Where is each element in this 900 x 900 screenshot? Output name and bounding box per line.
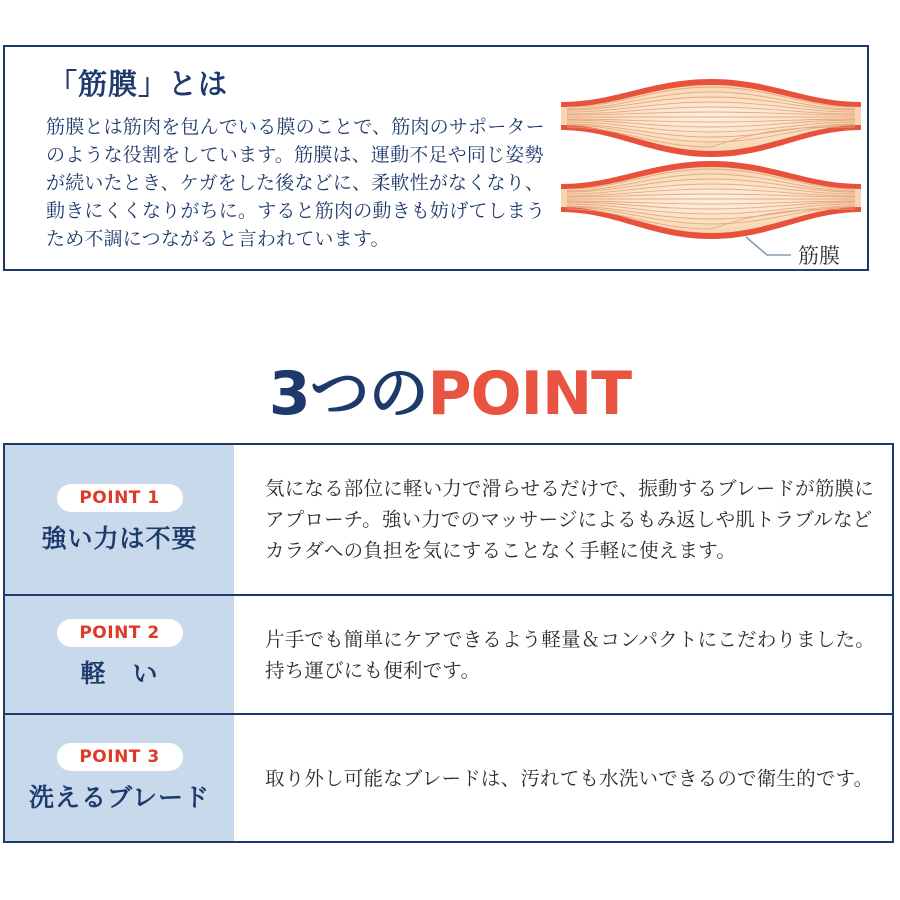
about-fascia-box [3,45,869,271]
point-row-2 [5,594,892,713]
point-3-body-cell [234,715,892,841]
point-2-body-cell [234,596,892,713]
muscle-illustration [561,77,861,277]
leader-line [746,237,791,255]
point-3-badge: POINT 3 [57,743,183,771]
point-1-description: 気になる部位に軽い力で滑らせるだけで、振動するブレードが筋膜にアプローチ。強い力でのマッサージによるもみ返しや肌トラブルなどカラダへの負担を気にすることなく手軽に使えます。 [265,477,874,562]
section-heading [0,352,900,436]
fascia-label: 筋膜 [798,244,840,268]
point-2-header-cell [5,596,234,713]
point-1-body-cell [234,445,892,594]
fascia-muscle-diagram [561,77,861,277]
heading-prefix: 3つの [268,359,428,429]
point-2-description: 片手でも簡単にケアできるよう軽量＆コンパクトにこだわりました。持ち運びにも便利です。 [265,627,875,682]
point-3-description: 取り外し可能なブレードは、汚れても水洗いできるので衛生的です。 [265,766,874,790]
point-2-badge: POINT 2 [57,619,183,647]
about-title: 「筋膜」とは [48,67,229,101]
about-body-text: 筋膜とは筋肉を包んでいる膜のことで、筋肉のサポーターのような役割をしています。筋膜は、運動不足や同じ姿勢が続いたとき、ケガをした後などに、柔軟性がなくなり、動きにくくなりがちに。すると筋肉の動きも妨げてしまうため不調につながると言われています。 [46,116,546,250]
point-1-header-cell [5,445,234,594]
point-row-3 [5,713,892,841]
points-table [3,443,894,843]
heading-accent: POINT [427,359,632,429]
point-3-header-cell [5,715,234,841]
point-1-title: 強い力は不要 [41,524,198,553]
point-1-badge: POINT 1 [57,484,183,512]
point-row-1 [5,445,892,594]
point-3-title: 洗えるブレード [28,782,210,812]
point-2-title: 軽 い [80,659,159,688]
